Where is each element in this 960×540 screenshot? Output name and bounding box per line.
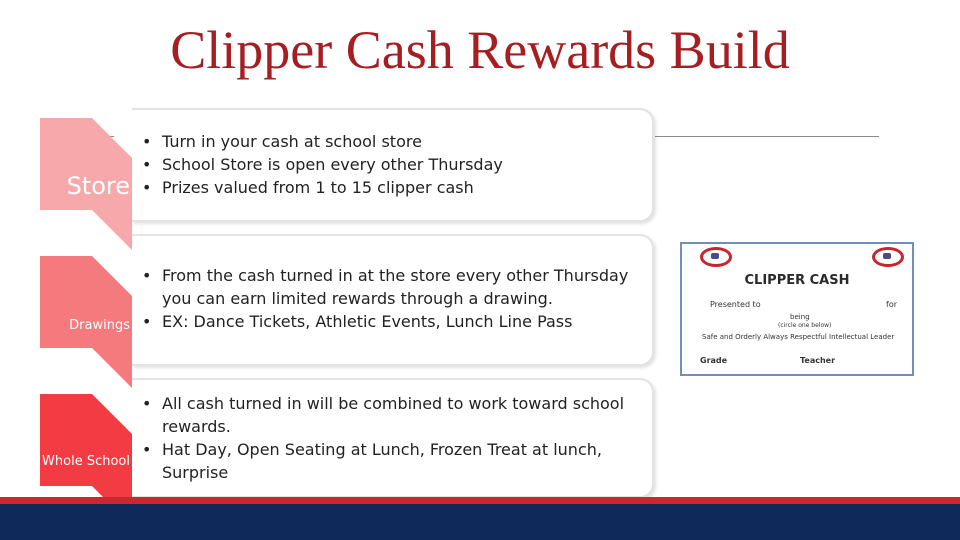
bullet-item: • School Store is open every other Thursday — [162, 153, 652, 176]
card-circle-note: (circle one below) — [778, 322, 832, 329]
school-logo-icon — [700, 247, 732, 267]
bullet-item: • Hat Day, Open Seating at Lunch, Frozen Treat at lunch, Surprise — [162, 438, 652, 484]
card-being: being — [790, 313, 810, 321]
panel-drawings — [132, 234, 654, 366]
slide-title: Clipper Cash Rewards Build — [170, 20, 790, 80]
panel-whole-school — [132, 378, 654, 498]
bullets-whole-school — [132, 380, 652, 484]
chevron-store — [40, 118, 132, 250]
bullet-item: • Turn in your cash at school store — [162, 130, 652, 153]
bullets-store — [132, 110, 652, 199]
card-teacher: Teacher — [800, 356, 836, 365]
stage-label-drawings: Drawings — [69, 318, 130, 333]
stage-label-whole-school: Whole School — [42, 454, 130, 469]
card-title: CLIPPER CASH — [744, 273, 850, 288]
card-presented-to: Presented to — [710, 300, 761, 309]
bullet-item: • From the cash turned in at the store every other Thursday you can earn limited rewards through a drawing. — [162, 264, 652, 310]
stage-label-store: Store — [66, 172, 130, 200]
school-logo-icon — [872, 247, 904, 267]
bullet-item: • Prizes valued from 1 to 15 clipper cash — [162, 176, 652, 199]
card-grade: Grade — [700, 356, 728, 365]
bullet-item: • All cash turned in will be combined to work toward school rewards. — [162, 392, 652, 438]
panel-store — [132, 108, 654, 222]
footer-red-stripe — [0, 497, 960, 504]
footer-blue-band — [0, 504, 960, 540]
bullet-item: • EX: Dance Tickets, Athletic Events, Lunch Line Pass — [162, 310, 652, 333]
bullets-drawings — [132, 236, 652, 333]
clipper-cash-card — [680, 242, 914, 376]
card-traits: Safe and Orderly Always Respectful Intellectual Leader — [702, 333, 895, 341]
chevron-drawings — [40, 256, 132, 388]
divider-line-right — [655, 136, 879, 137]
card-for: for — [886, 300, 897, 309]
